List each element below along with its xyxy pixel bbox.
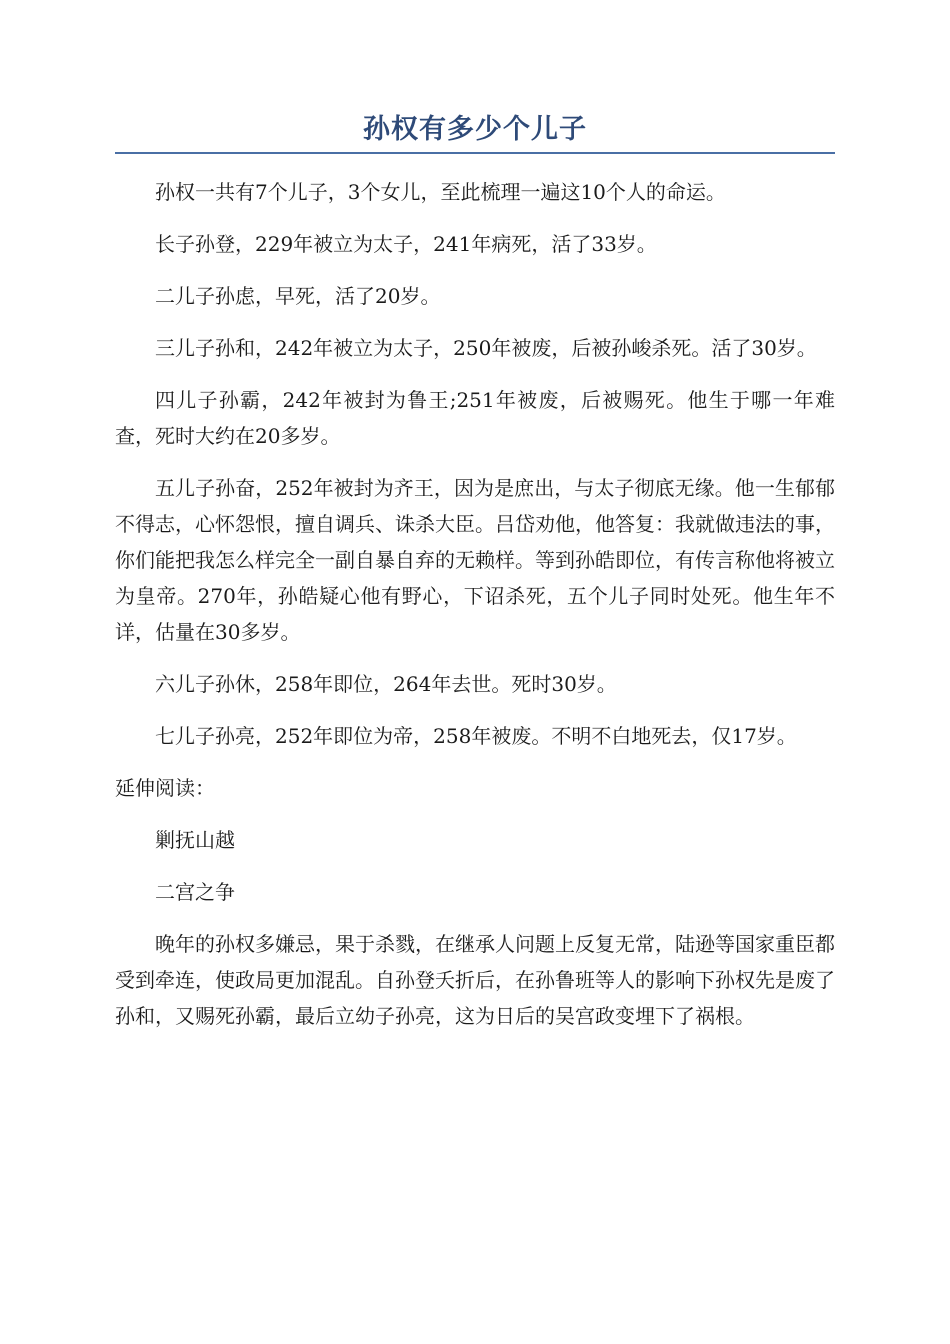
further-reading-label: 延伸阅读： [115,776,215,800]
paragraph-son-7: 七儿子孙亮，252年即位为帝，258年被废。不明不白地死去，仅17岁。 [155,724,797,748]
document-page [115,110,835,1050]
paragraph-son-1: 长子孙登，229年被立为太子，241年病死，活了33岁。 [155,232,657,256]
document-title: 孙权有多少个儿子 [363,114,587,145]
paragraph-son-4: 四儿子孙霸，242年被封为鲁王;251年被废，后被赐死。他生于哪一年难查，死时大约在20多岁。 [115,388,835,448]
paragraph-closing: 晚年的孙权多嫌忌，果于杀戮，在继承人问题上反复无常，陆逊等国家重臣都受到牵连，使政局更加混乱。自孙登夭折后，在孙鲁班等人的影响下孙权先是废了孙和，又赐死孙霸，最后立幼子孙亮，这为日后的吴宫政变埋下了祸根。 [115,932,835,1028]
paragraph-intro: 孙权一共有7个儿子，3个女儿，至此梳理一遍这10个人的命运。 [155,180,726,204]
further-reading-item: 剿抚山越 [155,828,235,852]
paragraph-son-2: 二儿子孙虑，早死，活了20岁。 [155,284,441,308]
paragraph-son-5: 五儿子孙奋，252年被封为齐王，因为是庶出，与太子彻底无缘。他一生郁郁不得志，心怀怨恨，擅自调兵、诛杀大臣。吕岱劝他，他答复：我就做违法的事，你们能把我怎么样完全一副自暴自弃的无赖样。等到孙皓即位，有传言称他将被立为皇帝。270年，孙皓疑心他有野心，下诏杀死，五个儿子同时处死。他生年不详，估量在30多岁。 [115,476,835,644]
further-reading-item: 二宫之争 [155,880,235,904]
paragraph-son-6: 六儿子孙休，258年即位，264年去世。死时30岁。 [155,672,617,696]
paragraph-son-3: 三儿子孙和，242年被立为太子，250年被废，后被孙峻杀死。活了30岁。 [155,336,817,360]
title-underline [115,152,835,154]
